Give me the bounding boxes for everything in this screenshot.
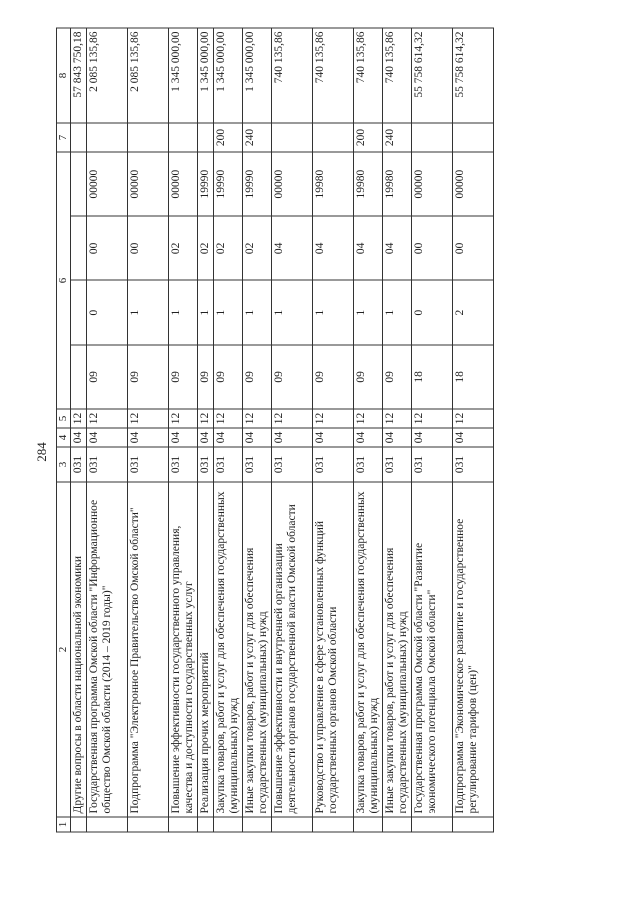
- row-event: 00: [453, 216, 494, 280]
- table-row: [71, 28, 87, 832]
- row-subsection: 12: [243, 409, 272, 428]
- table-row: [128, 28, 169, 832]
- row-direction: 19990: [198, 152, 214, 216]
- row-subprogram: 1: [128, 281, 169, 345]
- row-expense-type: [71, 123, 87, 152]
- row-program: 09: [243, 345, 272, 409]
- row-blank-cell: [128, 817, 169, 832]
- row-amount: 1 345 000,00: [243, 28, 272, 123]
- table-row: [214, 28, 243, 832]
- row-section: 04: [354, 428, 383, 447]
- row-section: 04: [412, 428, 453, 447]
- row-event: 00: [128, 216, 169, 280]
- row-amount: 55 758 614,32: [412, 28, 453, 123]
- row-amount: 2 085 135,86: [128, 28, 169, 123]
- table-row: [169, 28, 198, 832]
- table-row: [383, 28, 412, 832]
- row-name: Руководство и управление в сфере установленных функций государственных органов Омской области: [313, 482, 354, 817]
- row-direction: 00000: [87, 152, 128, 216]
- row-section: 04: [272, 428, 313, 447]
- row-expense-type: [412, 123, 453, 152]
- row-blank-cell: [453, 817, 494, 832]
- row-subsection: 12: [313, 409, 354, 428]
- row-section: 04: [214, 428, 243, 447]
- row-subprogram: 1: [313, 281, 354, 345]
- row-blank-cell: [198, 817, 214, 832]
- budget-table: [56, 28, 494, 833]
- row-expense-type: 200: [214, 123, 243, 152]
- row-amount: 740 135,86: [272, 28, 313, 123]
- row-expense-type: [198, 123, 214, 152]
- row-event: 04: [383, 216, 412, 280]
- page-number: 284: [34, 442, 49, 462]
- row-subprogram: 1: [354, 281, 383, 345]
- row-program: 09: [313, 345, 354, 409]
- row-expense-type: [169, 123, 198, 152]
- row-name: Иные закупки товаров, работ и услуг для обеспечения государственных (муниципальных) нужд: [383, 482, 412, 817]
- row-event: 00: [412, 216, 453, 280]
- row-direction: 19980: [383, 152, 412, 216]
- row-program: 09: [214, 345, 243, 409]
- row-admin-code: 031: [354, 447, 383, 482]
- row-event: 02: [243, 216, 272, 280]
- row-event: 02: [169, 216, 198, 280]
- header-col-6: 6: [57, 152, 71, 409]
- row-blank-cell: [272, 817, 313, 832]
- row-blank-cell: [169, 817, 198, 832]
- row-subsection: 12: [169, 409, 198, 428]
- row-event: 04: [313, 216, 354, 280]
- table-row: [243, 28, 272, 832]
- row-name: Подпрограмма "Электронное Правительство Омской области": [128, 482, 169, 817]
- row-program: 09: [128, 345, 169, 409]
- row-program: 09: [272, 345, 313, 409]
- row-name: Повышение эффективности государственного управления, качества и доступности государственных услуг: [169, 482, 198, 817]
- row-direction: 19990: [214, 152, 243, 216]
- table-row: [313, 28, 354, 832]
- row-subprogram: 1: [214, 281, 243, 345]
- row-section: 04: [169, 428, 198, 447]
- row-section: 04: [383, 428, 412, 447]
- row-name: Закупка товаров, работ и услуг для обеспечения государственных (муниципальных) нужд: [214, 482, 243, 817]
- row-blank-cell: [87, 817, 128, 832]
- table-row: [198, 28, 214, 832]
- row-admin-code: 031: [272, 447, 313, 482]
- row-admin-code: 031: [71, 447, 87, 482]
- row-direction: 00000: [128, 152, 169, 216]
- row-subsection: 12: [71, 409, 87, 428]
- row-expense-type: 200: [354, 123, 383, 152]
- row-subprogram: 2: [453, 281, 494, 345]
- row-name: Другие вопросы в области национальной экономики: [71, 482, 87, 817]
- row-program: 18: [453, 345, 494, 409]
- row-admin-code: 031: [412, 447, 453, 482]
- row-section: 04: [453, 428, 494, 447]
- row-blank-cell: [243, 817, 272, 832]
- row-event: 00: [87, 216, 128, 280]
- row-direction: 00000: [453, 152, 494, 216]
- header-col-4: 4: [57, 428, 71, 447]
- row-amount: 1 345 000,00: [169, 28, 198, 123]
- row-subsection: 12: [214, 409, 243, 428]
- row-direction: 19980: [354, 152, 383, 216]
- row-event: 04: [272, 216, 313, 280]
- row-program: 09: [383, 345, 412, 409]
- row-amount: 1 345 000,00: [214, 28, 243, 123]
- row-blank-cell: [383, 817, 412, 832]
- row-program: [71, 345, 87, 409]
- row-subsection: 12: [412, 409, 453, 428]
- table-row: [87, 28, 128, 832]
- row-program: 09: [354, 345, 383, 409]
- table-row: [354, 28, 383, 832]
- row-blank-cell: [354, 817, 383, 832]
- row-event: 04: [354, 216, 383, 280]
- row-direction: 00000: [412, 152, 453, 216]
- row-name: Иные закупки товаров, работ и услуг для обеспечения государственных (муниципальных) нужд: [243, 482, 272, 817]
- row-subprogram: 1: [383, 281, 412, 345]
- row-section: 04: [243, 428, 272, 447]
- row-name: Государственная программа Омской области "Развитие экономического потенциала Омской области": [412, 482, 453, 817]
- row-program: 18: [412, 345, 453, 409]
- row-admin-code: 031: [243, 447, 272, 482]
- row-subsection: 12: [272, 409, 313, 428]
- row-amount: 1 345 000,00: [198, 28, 214, 123]
- row-admin-code: 031: [87, 447, 128, 482]
- row-admin-code: 031: [453, 447, 494, 482]
- row-subprogram: [71, 281, 87, 345]
- row-amount: 55 758 614,32: [453, 28, 494, 123]
- row-name: Закупка товаров, работ и услуг для обеспечения государственных (муниципальных) нужд: [354, 482, 383, 817]
- row-program: 09: [87, 345, 128, 409]
- table-header-row: [57, 28, 71, 832]
- row-expense-type: 240: [383, 123, 412, 152]
- table-row: [453, 28, 494, 832]
- header-col-7: 7: [57, 123, 71, 152]
- row-subsection: 12: [383, 409, 412, 428]
- row-amount: 57 843 750,18: [71, 28, 87, 123]
- row-subsection: 12: [198, 409, 214, 428]
- row-program: 09: [198, 345, 214, 409]
- row-direction: 19990: [243, 152, 272, 216]
- row-program: 09: [169, 345, 198, 409]
- row-subprogram: 1: [272, 281, 313, 345]
- row-event: 02: [214, 216, 243, 280]
- row-expense-type: [272, 123, 313, 152]
- row-admin-code: 031: [383, 447, 412, 482]
- row-admin-code: 031: [214, 447, 243, 482]
- row-blank-cell: [313, 817, 354, 832]
- header-col-3: 3: [57, 447, 71, 482]
- row-admin-code: 031: [198, 447, 214, 482]
- header-col-8: 8: [57, 28, 71, 123]
- row-amount: 740 135,86: [313, 28, 354, 123]
- row-name: Повышение эффективности и внутренней организации деятельности органов государственной власти Омской области: [272, 482, 313, 817]
- row-admin-code: 031: [313, 447, 354, 482]
- row-blank-cell: [214, 817, 243, 832]
- row-subprogram: 1: [169, 281, 198, 345]
- table-row: [412, 28, 453, 832]
- row-admin-code: 031: [169, 447, 198, 482]
- row-blank-cell: [71, 817, 87, 832]
- row-direction: [71, 152, 87, 216]
- row-subprogram: 0: [87, 281, 128, 345]
- row-amount: 2 085 135,86: [87, 28, 128, 123]
- header-col-5: 5: [57, 409, 71, 428]
- row-expense-type: 240: [243, 123, 272, 152]
- header-col-1: 1: [57, 817, 71, 832]
- row-blank-cell: [412, 817, 453, 832]
- row-expense-type: [313, 123, 354, 152]
- row-expense-type: [128, 123, 169, 152]
- row-amount: 740 135,86: [383, 28, 412, 123]
- row-section: 04: [313, 428, 354, 447]
- row-subsection: 12: [453, 409, 494, 428]
- row-event: 02: [198, 216, 214, 280]
- row-admin-code: 031: [128, 447, 169, 482]
- row-subsection: 12: [354, 409, 383, 428]
- row-amount: 740 135,86: [354, 28, 383, 123]
- row-name: Подпрограмма "Экономическое развитие и государственное регулирование тарифов (цен)": [453, 482, 494, 817]
- row-section: 04: [87, 428, 128, 447]
- table-row: [272, 28, 313, 832]
- row-direction: 19980: [313, 152, 354, 216]
- row-subprogram: 0: [412, 281, 453, 345]
- row-direction: 00000: [169, 152, 198, 216]
- row-expense-type: [87, 123, 128, 152]
- row-event: [71, 216, 87, 280]
- row-expense-type: [453, 123, 494, 152]
- row-name: Государственная программа Омской области "Информационное общество Омской области (2014 – 2019 годы)": [87, 482, 128, 817]
- row-section: 04: [71, 428, 87, 447]
- row-subsection: 12: [128, 409, 169, 428]
- row-subprogram: 1: [198, 281, 214, 345]
- row-section: 04: [198, 428, 214, 447]
- header-col-2: 2: [57, 482, 71, 817]
- row-direction: 00000: [272, 152, 313, 216]
- row-subsection: 12: [87, 409, 128, 428]
- row-section: 04: [128, 428, 169, 447]
- row-subprogram: 1: [243, 281, 272, 345]
- row-name: Реализация прочих мероприятий: [198, 482, 214, 817]
